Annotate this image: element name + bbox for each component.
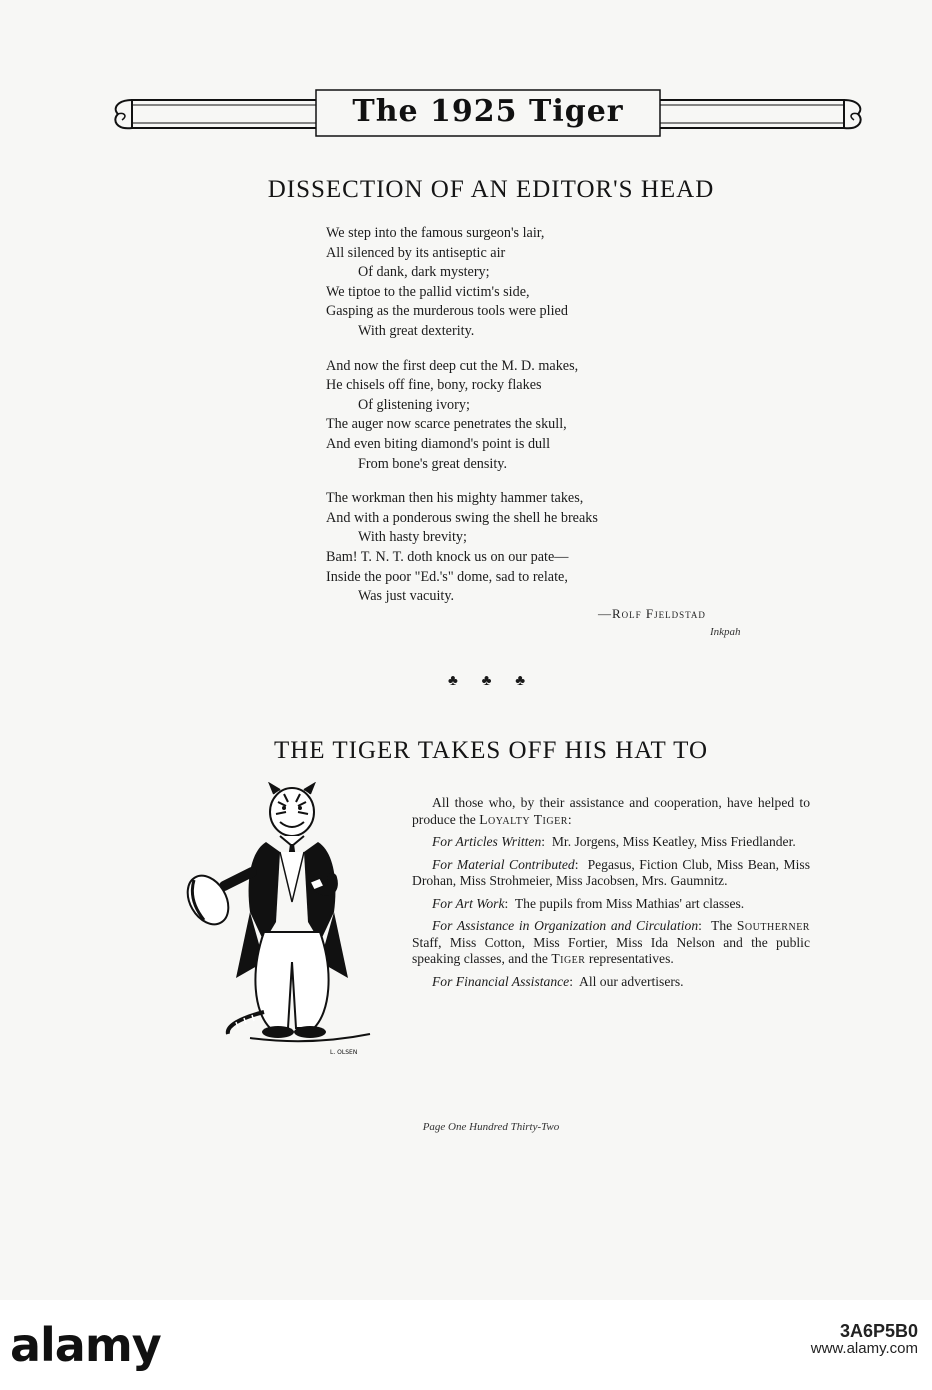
poem-line: And with a ponderous swing the shell he breaks (326, 509, 598, 526)
poem-line: He chisels off fine, bony, rocky flakes (326, 377, 542, 394)
acknowledgement-item: For Financial Assistance: All our advertisers. (432, 973, 684, 989)
header-banner (108, 88, 868, 140)
poem-title: DISSECTION OF AN EDITOR'S HEAD (267, 176, 715, 203)
poem-line: And now the first deep cut the M. D. makes, (326, 357, 579, 374)
image-id: 3A6P5B0 (839, 1321, 918, 1341)
poem-line: From bone's great density. (358, 455, 508, 472)
tiger-illustration (180, 782, 380, 1064)
poem-line: We step into the famous surgeon's lair, (326, 225, 545, 241)
poem-author: —Rolf Fjeldstad (598, 606, 706, 621)
poem-line: With great dexterity. (358, 322, 475, 339)
watermark-info (811, 1322, 918, 1358)
poem-line: All silenced by its antiseptic air (326, 244, 506, 261)
poem-line: Of dank, dark mystery; (358, 264, 490, 281)
poem-line: With hasty brevity; (358, 529, 467, 546)
artist-signature: L. OLSEN (330, 1049, 358, 1056)
site-url: www.alamy.com (810, 1340, 918, 1357)
acknowledgements (412, 795, 810, 996)
acknowledgement-intro: All those who, by their assistance and cooperation, have helped to produce the Loyalty Tiger: (412, 795, 810, 827)
thanks-title: THE TIGER TAKES OFF HIS HAT TO (273, 737, 709, 764)
poem-body (326, 224, 766, 622)
poem-source: Inkpah (710, 626, 741, 638)
tiger-tipping-hat-icon (180, 782, 380, 1064)
alamy-logo: alamy (10, 1318, 161, 1372)
poem-line: Of glistening ivory; (358, 396, 470, 413)
poem-line: We tiptoe to the pallid victim's side, (326, 283, 530, 300)
section-divider (448, 672, 538, 692)
poem-line: The workman then his mighty hammer takes, (326, 490, 584, 507)
poem-stanza (326, 224, 766, 342)
acknowledgement-item: For Assistance in Organization and Circulation: The Southerner Staff, Miss Cotton, Miss Fortier, Miss Ida Nelson and the public speaking classes, and the Tiger representatives. (412, 918, 810, 966)
acknowledgement-item: For Articles Written: Mr. Jorgens, Miss Keatley, Miss Friedlander. (432, 834, 796, 849)
page-number: Page One Hundred Thirty-Two (422, 1121, 560, 1133)
poem-line: And even biting diamond's point is dull (326, 435, 551, 452)
poem-line: The auger now scarce penetrates the skull, (326, 416, 567, 433)
poem-line: Inside the poor "Ed.'s" dome, sad to relate, (326, 568, 568, 585)
poem-line: Was just vacuity. (358, 588, 455, 605)
loyalty-tiger-name: Loyalty Tiger (479, 811, 568, 827)
poem-stanza (326, 489, 766, 607)
acknowledgement-item: For Material Contributed: Pegasus, Fiction Club, Miss Bean, Miss Drohan, Miss Strohmeier, Miss Jacobsen, Mrs. Gaumnitz. (412, 856, 811, 888)
poem-line: Bam! T. N. T. doth knock us on our pate— (326, 548, 569, 565)
club-ornament-icon: ♣ ♣ ♣ (448, 673, 536, 689)
poem-line: Gasping as the murderous tools were plied (326, 303, 568, 320)
acknowledgement-item: For Art Work: The pupils from Miss Mathias' art classes. (432, 895, 745, 911)
banner-title: The 1925 Tiger (352, 94, 624, 129)
poem-stanza (326, 357, 766, 475)
